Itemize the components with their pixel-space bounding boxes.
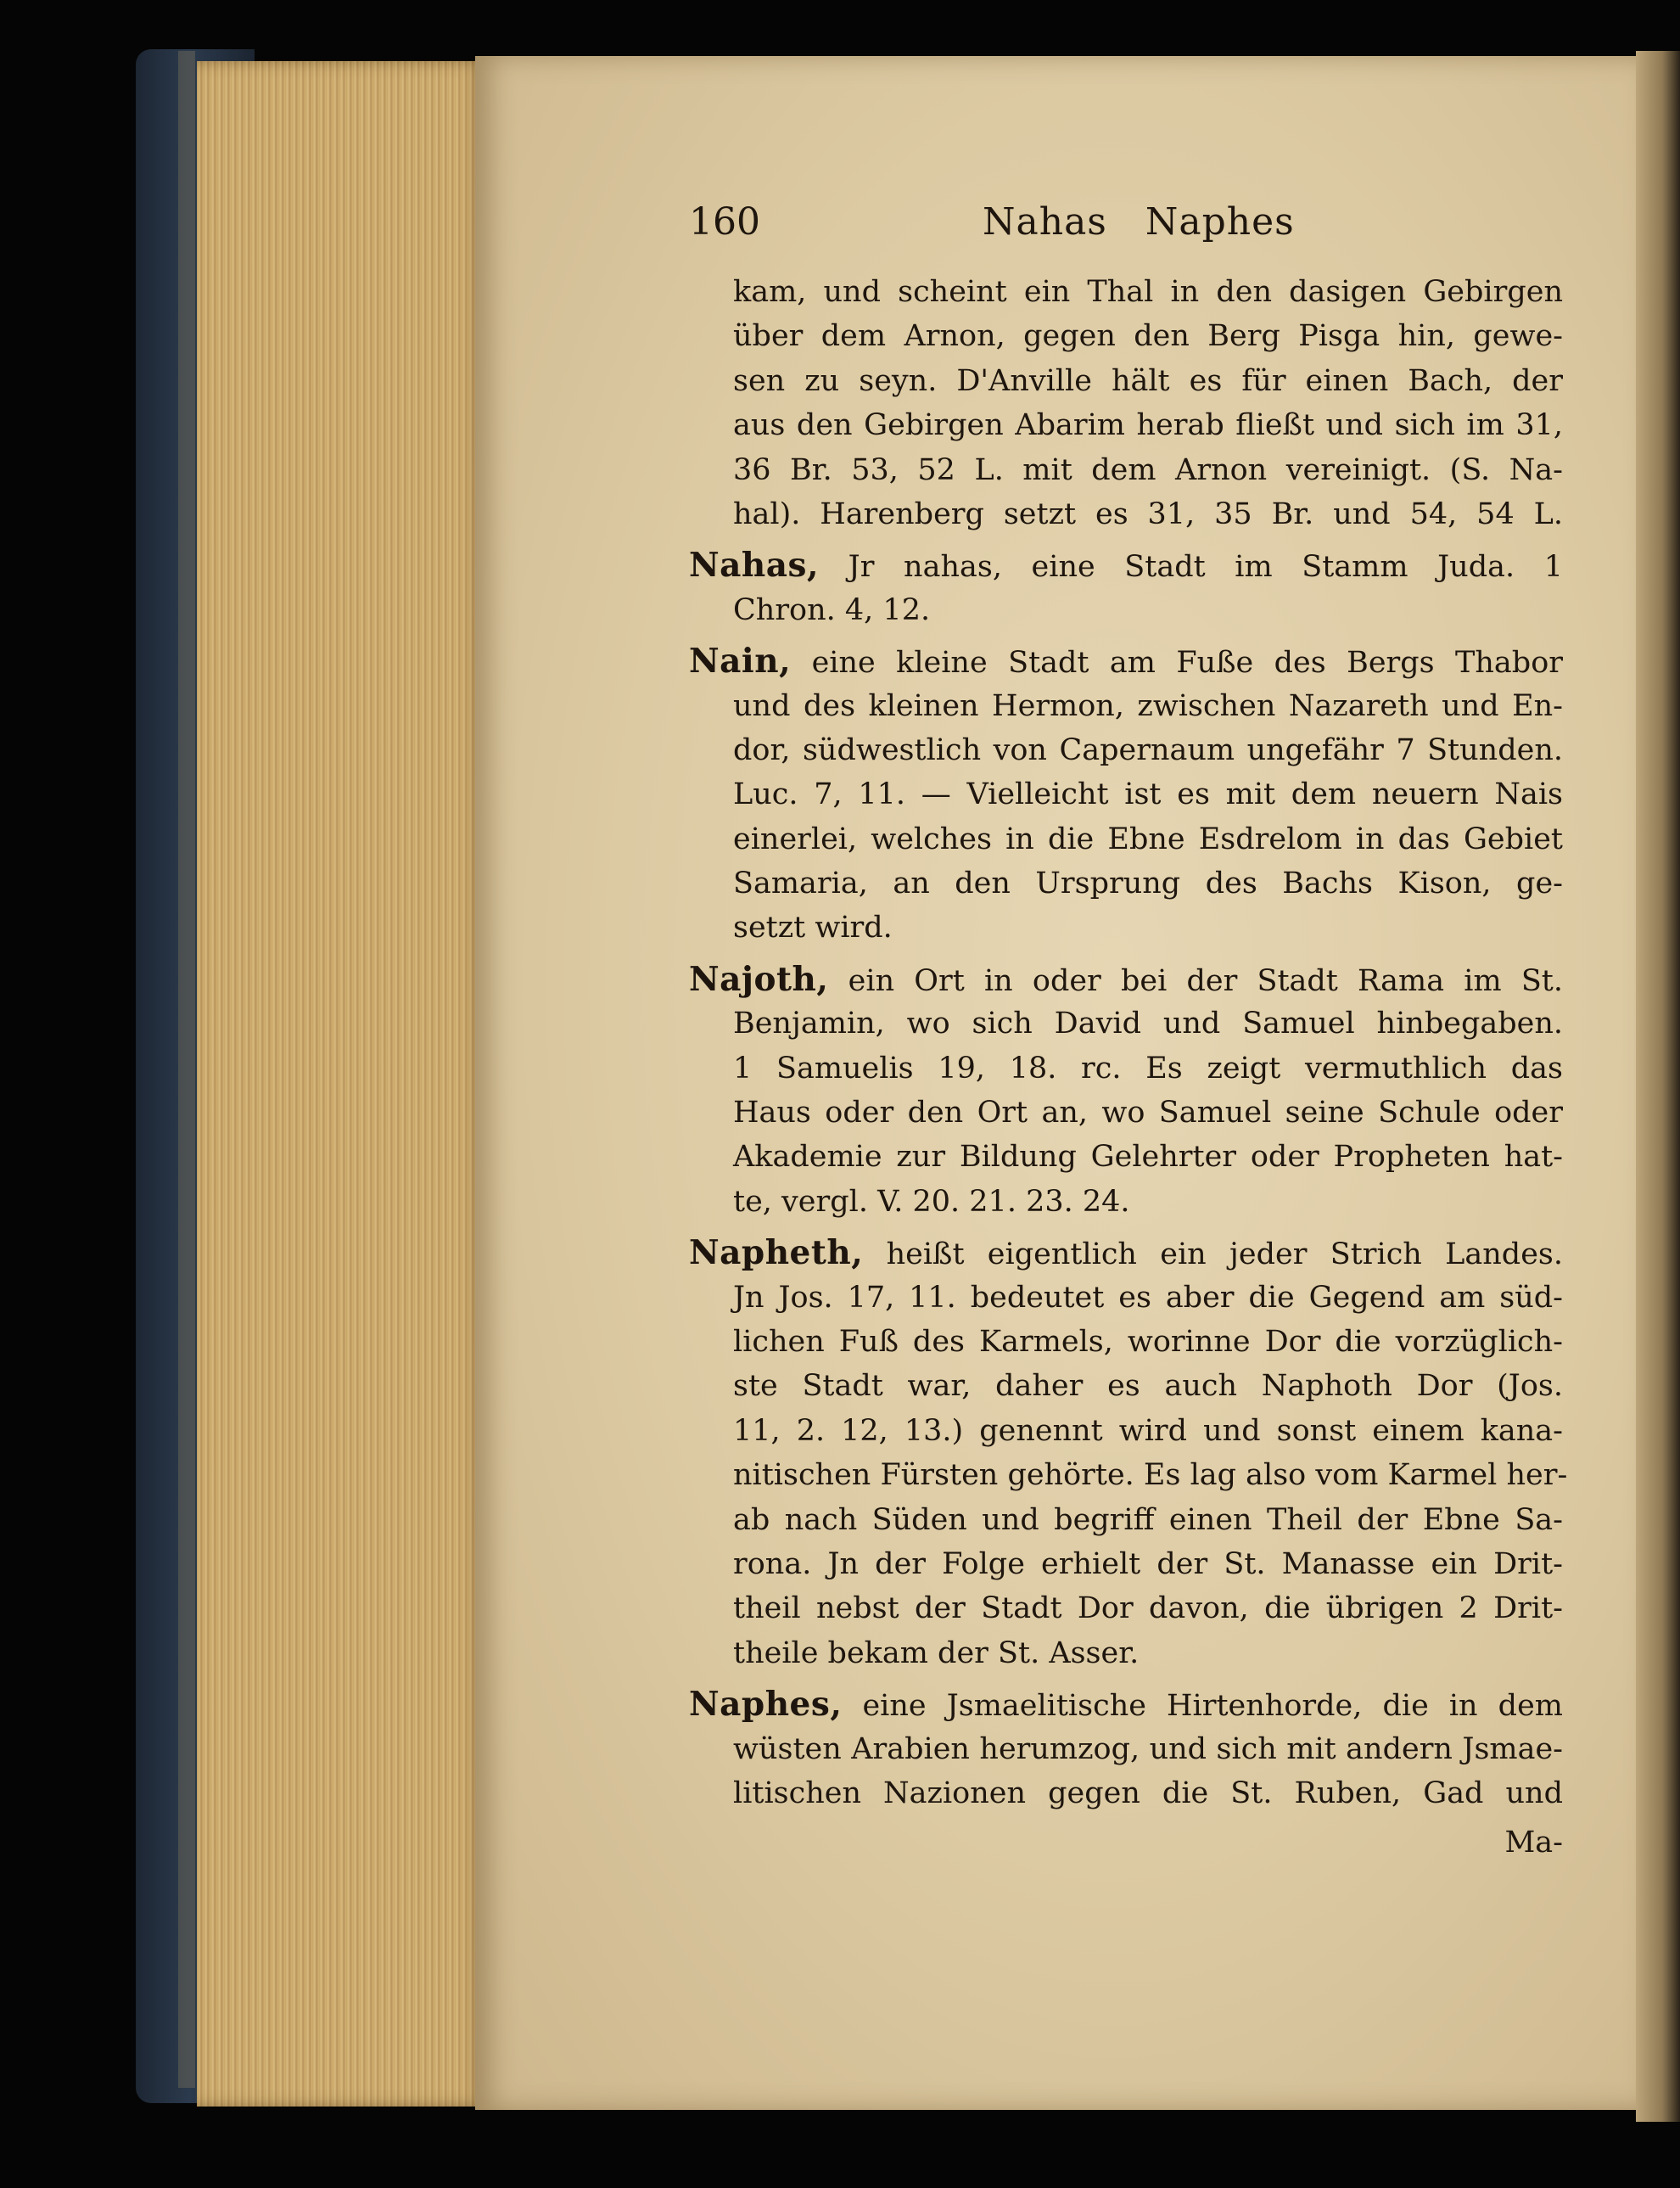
text-line: dor, südwestlich von Capernaum ungefähr 7 Stunden. [733, 732, 1563, 767]
facing-page-edge [1636, 51, 1680, 2122]
text-line: rona. Jn der Folge erhielt der St. Manasse ein Drit- [733, 1546, 1563, 1581]
text-line: litischen Nazionen gegen die St. Ruben, Gad und [733, 1776, 1563, 1810]
entry-nain [689, 639, 1563, 951]
entry-first-line [689, 1231, 1563, 1275]
text-line: Jn Jos. 17, 11. bedeutet es aber die Gegend am süd- [733, 1280, 1563, 1315]
catchword: Ma- [1504, 1826, 1563, 1860]
entry-first-line [689, 639, 1563, 683]
text-line: theile bekam der St. Asser. [733, 1635, 1140, 1670]
entry-naphes [689, 1682, 1563, 1815]
headword: Nain, [689, 642, 792, 682]
text-block [689, 270, 1568, 1865]
text-line: Akademie zur Bildung Gelehrter oder Propheten hat- [733, 1140, 1563, 1175]
text-line: Chron. 4, 12. [733, 592, 931, 627]
text-line: setzt wird. [733, 911, 893, 945]
text-line: 1 Samuelis 19, 18. rc. Es zeigt vermuthlich das [733, 1051, 1563, 1086]
headword: Najoth, [689, 959, 829, 999]
running-head [689, 200, 1563, 251]
entry-text: ein Ort in oder bei der Stadt Rama im St. [828, 963, 1563, 998]
text-line: kam, und scheint ein Thal in den dasigen Gebirgen [733, 275, 1563, 309]
text-line: Samaria, an den Ursprung des Bachs Kison, ge- [733, 867, 1563, 901]
entry-first-line [689, 957, 1563, 1001]
text-line: nitischen Fürsten gehörte. Es lag also vom Karmel her- [733, 1458, 1568, 1493]
entry-najoth [689, 957, 1563, 1224]
text-line: sen zu seyn. D'Anville hält es für einen Bach, der [733, 363, 1563, 398]
text-line: ab nach Süden und begriff einen Theil der Ebne Sa- [733, 1502, 1563, 1537]
text-line: 11, 2. 12, 13.) genennt wird und sonst einem kana- [733, 1413, 1563, 1448]
text-line: über dem Arnon, gegen den Berg Pisga hin, gewe- [733, 319, 1563, 354]
text-line: ste Stadt war, daher es auch Naphoth Dor (Jos. [733, 1369, 1563, 1404]
text-line: 36 Br. 53, 52 L. mit dem Arnon vereinigt. (S. Na- [733, 452, 1563, 487]
headword: Napheth, [689, 1233, 864, 1273]
text-line: te, vergl. V. 20. 21. 23. 24. [733, 1184, 1130, 1219]
page-edges [197, 61, 485, 2107]
text-line: und des kleinen Hermon, zwischen Nazareth und En- [733, 688, 1563, 723]
text-line: hal). Harenberg setzt es 31, 35 Br. und 54, 54 L. [733, 497, 1563, 531]
entry-first-line [689, 543, 1563, 587]
entry-text: heißt eigentlich ein jeder Strich Landes. [863, 1237, 1563, 1272]
text-line: Benjamin, wo sich David und Samuel hinbegaben. [733, 1007, 1563, 1041]
entry-first-line [689, 1682, 1563, 1726]
text-line: wüsten Arabien herumzog, und sich mit andern Jsmae- [733, 1731, 1563, 1766]
cover-edge [178, 51, 195, 2088]
entry-napheth [689, 1231, 1568, 1675]
text-line: Luc. 7, 11. — Vielleicht ist es mit dem neuern Nais [733, 777, 1563, 812]
text-line: einerlei, welches in die Ebne Esdrelom in das Gebiet [733, 822, 1563, 856]
entry-text: eine Jsmaelitische Hirtenhorde, die in dem [842, 1689, 1563, 1724]
page-number: 160 [689, 200, 760, 244]
text-line: aus den Gebirgen Abarim herab fließt und sich im 31, [733, 408, 1563, 443]
entry-text: Jr nahas, eine Stadt im Stamm Juda. 1 [819, 550, 1563, 585]
text-line: theil nebst der Stadt Dor davon, die übrigen 2 Drit- [733, 1591, 1563, 1626]
headword: Naphes, [689, 1685, 843, 1725]
text-line: Haus oder den Ort an, wo Samuel seine Schule oder [733, 1096, 1563, 1130]
headword: Nahas, [689, 546, 820, 586]
entry-nahas [689, 543, 1563, 632]
entry-text: eine kleine Stadt am Fuße des Bergs Thabor [791, 646, 1563, 681]
text-line: lichen Fuß des Karmels, worinne Dor die vorzüglich- [733, 1324, 1563, 1359]
continuation-paragraph [689, 270, 1563, 536]
running-title: Nahas Naphes [983, 200, 1295, 244]
